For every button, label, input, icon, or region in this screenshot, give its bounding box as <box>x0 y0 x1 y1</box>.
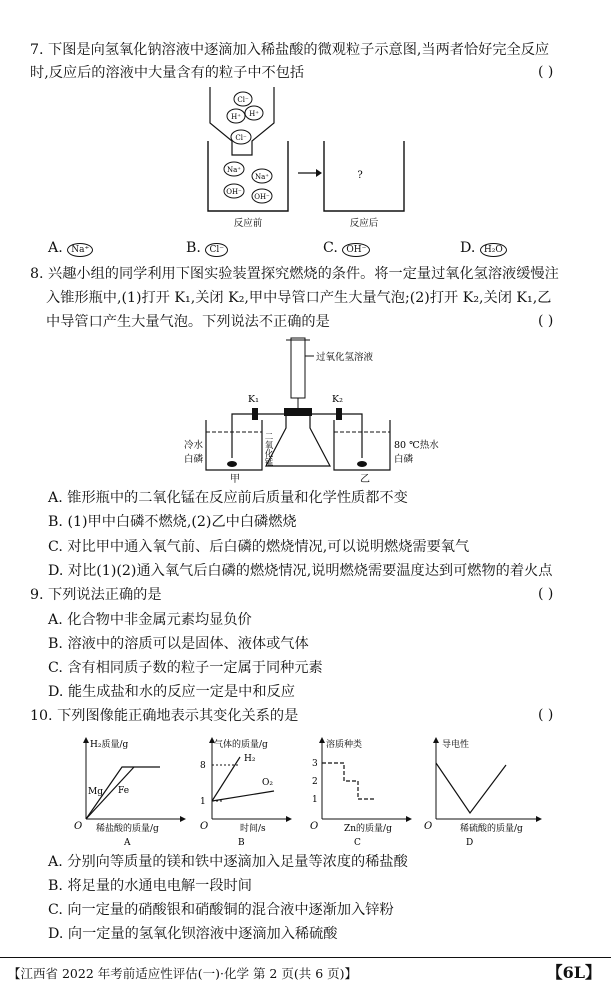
q8-label-yi: 乙 <box>360 474 370 484</box>
q7-before-label: 反应前 <box>233 218 263 229</box>
q8-option-d[interactable]: D. 对比(1)(2)通入氧气后白磷的燃烧情况,说明燃烧需要温度达到可燃物的着火点 <box>48 563 553 579</box>
q10-answer-paren: ( ) <box>538 707 554 723</box>
q10c-tick1: 1 <box>312 795 318 805</box>
q10a-fe: Fe <box>118 786 130 796</box>
q10-option-a[interactable]: A. 分别向等质量的镁和铁中逐滴加入足量等浓度的稀盐酸 <box>48 854 408 870</box>
q7-drop-particle-1: Cl⁻ <box>237 96 249 104</box>
q9-option-c[interactable]: C. 含有相同质子数的粒子一定属于同种元素 <box>48 660 323 676</box>
q10c-origin: O <box>310 821 319 832</box>
q10b-h2: H₂ <box>244 754 256 764</box>
q7-option-d-particle: H₂O <box>480 243 507 257</box>
q10b-o2: O₂ <box>262 778 273 788</box>
q8-apparatus-diagram <box>180 336 440 484</box>
q7-stem-line1: 7. 下图是向氢氧化钠溶液中逐滴加入稀盐酸的微观粒子示意图,当两者恰好完全反应 <box>30 42 550 58</box>
q10b-origin: O <box>200 821 209 832</box>
q7-after-label: 反应后 <box>349 218 379 229</box>
q9-option-d[interactable]: D. 能生成盐和水的反应一定是中和反应 <box>48 684 295 700</box>
q10d-ylabel: 导电性 <box>442 740 470 750</box>
q8-label-cold-water: 冷水 <box>184 440 204 451</box>
q8-stem-line1: 8. 兴趣小组的同学利用下图实验装置探究燃烧的条件。将一定量过氧化氢溶液缓慢注 <box>30 266 559 282</box>
q8-label-white-p-left: 白磷 <box>184 454 204 465</box>
q7-option-a[interactable] <box>48 238 93 258</box>
q10a-xlabel: 稀盐酸的质量/g <box>96 824 159 834</box>
q7-diagram <box>190 85 420 235</box>
q10-option-c[interactable]: C. 向一定量的硝酸银和硝酸铜的混合液中逐渐加入锌粉 <box>48 902 394 918</box>
q7-option-a-letter: A. <box>48 240 63 256</box>
q7-option-c[interactable] <box>323 238 370 258</box>
footer-code: 【6L】 <box>546 963 601 982</box>
q10c-xlabel: Zn的质量/g <box>344 824 392 834</box>
q10b-tick8: 8 <box>200 761 206 771</box>
q7-stem-line2: 时,反应后的溶液中大量含有的粒子中不包括 <box>30 65 305 81</box>
q8-label-hot-water: 80 ℃热水 <box>394 440 439 451</box>
q10-graph-d <box>420 733 550 849</box>
q10-option-d[interactable]: D. 向一定量的氢氧化钡溶液中逐滴加入稀硫酸 <box>48 926 338 942</box>
q10-stem: 10. 下列图像能正确地表示其变化关系的是 <box>30 708 299 724</box>
q10-option-b[interactable]: B. 将足量的水通电电解一段时间 <box>48 878 252 894</box>
q7-beaker-particle-3: OH⁻ <box>226 188 242 196</box>
q10-graph-a <box>70 733 190 849</box>
q7-option-b[interactable] <box>186 238 228 258</box>
q10a-letter: A <box>124 838 131 848</box>
q10a-mg: Mg <box>88 787 103 797</box>
q7-option-a-particle: Na⁺ <box>67 243 93 257</box>
q10c-ylabel: 溶质种类 <box>326 740 363 750</box>
q7-beaker-particle-1: Na⁺ <box>227 166 241 174</box>
q8-option-b[interactable]: B. (1)甲中白磷不燃烧,(2)乙中白磷燃烧 <box>48 514 297 530</box>
q8-label-h2o2: 过氧化氢溶液 <box>316 352 374 363</box>
q7-drop-particle-4: Cl⁻ <box>235 134 247 142</box>
q7-unknown-mark: ? <box>357 170 363 181</box>
footer-text: 【江西省 2022 年考前适应性评估(一)·化学 第 2 页(共 6 页)】 <box>8 966 358 981</box>
q7-option-c-particle: OH⁻ <box>342 243 370 257</box>
q9-option-a[interactable]: A. 化合物中非金属元素均显负价 <box>48 612 252 628</box>
q10b-letter: B <box>238 838 245 848</box>
q10d-letter: D <box>466 838 474 848</box>
q8-label-k2: K₂ <box>332 394 343 405</box>
q8-stem-line2: 入锥形瓶中,(1)打开 K₁,关闭 K₂,甲中导管口产生大量气泡;(2)打开 K₂,关闭 K₁,乙 <box>46 290 552 306</box>
q10c-tick2: 2 <box>312 777 318 787</box>
q9-option-b[interactable]: B. 溶液中的溶质可以是固体、液体或气体 <box>48 636 309 652</box>
q9-stem: 9. 下列说法正确的是 <box>30 587 162 603</box>
q9-answer-paren: ( ) <box>538 586 554 602</box>
q7-option-c-letter: C. <box>323 240 338 256</box>
q8-label-mno2: 二氧化锰 <box>263 432 273 466</box>
q8-option-c[interactable]: C. 对比甲中通入氧气前、后白磷的燃烧情况,可以说明燃烧需要氧气 <box>48 539 470 555</box>
footer-rule <box>0 957 611 958</box>
q7-answer-paren: ( ) <box>538 64 554 80</box>
q7-beaker-particle-4: OH⁻ <box>254 193 270 201</box>
q7-drop-particle-3: H⁺ <box>249 110 259 118</box>
q7-option-b-particle: Cl⁻ <box>205 243 228 257</box>
q10a-origin: O <box>74 821 83 832</box>
q7-option-b-letter: B. <box>186 240 201 256</box>
q10b-xlabel: 时间/s <box>240 824 266 834</box>
q7-option-d-letter: D. <box>460 240 476 256</box>
q7-beaker-particle-2: Na⁺ <box>255 173 269 181</box>
q10d-origin: O <box>424 821 433 832</box>
q7-option-d[interactable] <box>460 238 507 258</box>
q10-graph-b <box>196 733 296 849</box>
q10a-ylabel: H₂质量/g <box>90 740 129 750</box>
q8-label-white-p-right: 白磷 <box>394 454 414 465</box>
q10-graph-c <box>306 733 416 849</box>
q10b-ylabel: 气体的质量/g <box>214 740 268 750</box>
q8-label-jia: 甲 <box>230 474 240 484</box>
q10c-tick3: 3 <box>312 759 318 769</box>
q7-drop-particle-2: H⁺ <box>231 113 241 121</box>
q10d-xlabel: 稀硫酸的质量/g <box>460 824 523 834</box>
q8-stem-line3: 中导管口产生大量气泡。下列说法不正确的是 <box>46 314 330 330</box>
q8-option-a[interactable]: A. 锥形瓶中的二氧化锰在反应前后质量和化学性质都不变 <box>48 490 408 506</box>
q8-answer-paren: ( ) <box>538 313 554 329</box>
q8-label-k1: K₁ <box>248 394 259 405</box>
q10b-tick1: 1 <box>200 797 206 807</box>
q10c-letter: C <box>354 838 361 848</box>
